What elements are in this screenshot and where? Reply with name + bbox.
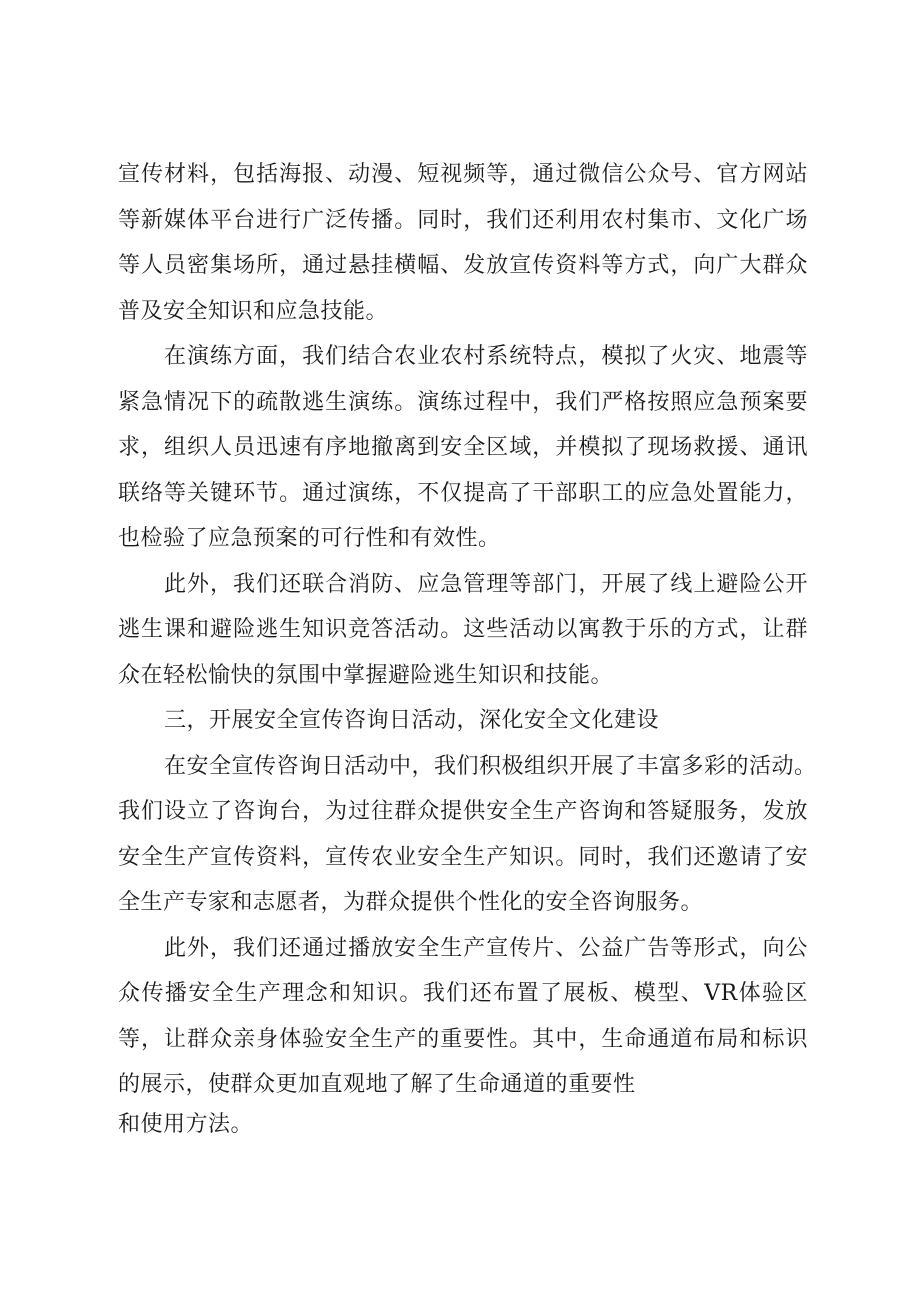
text-line: 也检验了应急预案的可行性和有效性。 <box>118 526 501 551</box>
section-heading <box>118 698 808 744</box>
text-line: 逃生课和避险逃生知识竞答活动。这些活动以寓教于乐的方式，让群 <box>118 617 808 642</box>
text-line: 的展示，使群众更加直观地了解了生命通道的重要性 <box>118 1072 636 1097</box>
text-line: 我们设立了咨询台，为过往群众提供安全生产咨询和答疑服务，发放 <box>118 799 808 824</box>
paragraph-publicity-materials <box>118 152 808 334</box>
text-line: 等新媒体平台进行广泛传播。同时，我们还利用农村集市、文化广场 <box>118 207 808 233</box>
paragraph-online-courses <box>118 562 808 699</box>
document-body <box>118 152 817 1142</box>
paragraph-exhibitions <box>118 926 808 1142</box>
paragraph-consultation-day <box>118 744 817 926</box>
text-line: 在演练方面，我们结合农业农村系统特点，模拟了火灾、地震等 <box>164 344 808 369</box>
text-line: 等人员密集场所，通过悬挂横幅、发放宣传资料等方式，向广大群众 <box>118 253 808 278</box>
text-line: 普及安全知识和应急技能。 <box>118 298 389 324</box>
text-line: 安全生产宣传资料，宣传农业安全生产知识。同时，我们还邀请了安 <box>118 844 808 870</box>
text-line: 此外，我们还通过播放安全生产宣传片、公益广告等形式，向公 <box>164 935 808 961</box>
text-line: 此外，我们还联合消防、应急管理等部门，开展了线上避险公开 <box>164 571 808 597</box>
text-line: 在安全宣传咨询日活动中，我们积极组织开展了丰富多彩的活动。 <box>164 753 817 779</box>
paragraph-drills <box>118 334 808 562</box>
text-line: 联络等关键环节。通过演练，不仅提高了干部职工的应急处置能力， <box>118 480 808 506</box>
text-line: 等，让群众亲身体验安全生产的重要性。其中，生命通道布局和标识 <box>118 1026 808 1052</box>
text-line: 和使用方法。 <box>118 1111 254 1137</box>
text-line: 全生产专家和志愿者，为群众提供个性化的安全咨询服务。 <box>118 890 704 915</box>
text-line: 众在轻松愉快的氛围中掌握避险逃生知识和技能。 <box>118 662 614 688</box>
text-line: 紧急情况下的疏散逃生演练。演练过程中，我们严格按照应急预案要 <box>118 389 808 415</box>
text-line: 众传播安全生产理念和知识。我们还布置了展板、模型、VR体验区 <box>118 981 808 1006</box>
text-line: 求，组织人员迅速有序地撤离到安全区域，并模拟了现场救援、通讯 <box>118 435 808 460</box>
section-heading-text: 三，开展安全宣传咨询日活动，深化安全文化建设 <box>164 708 660 733</box>
text-line: 宣传材料，包括海报、动漫、短视频等，通过微信公众号、官方网站 <box>118 162 808 187</box>
